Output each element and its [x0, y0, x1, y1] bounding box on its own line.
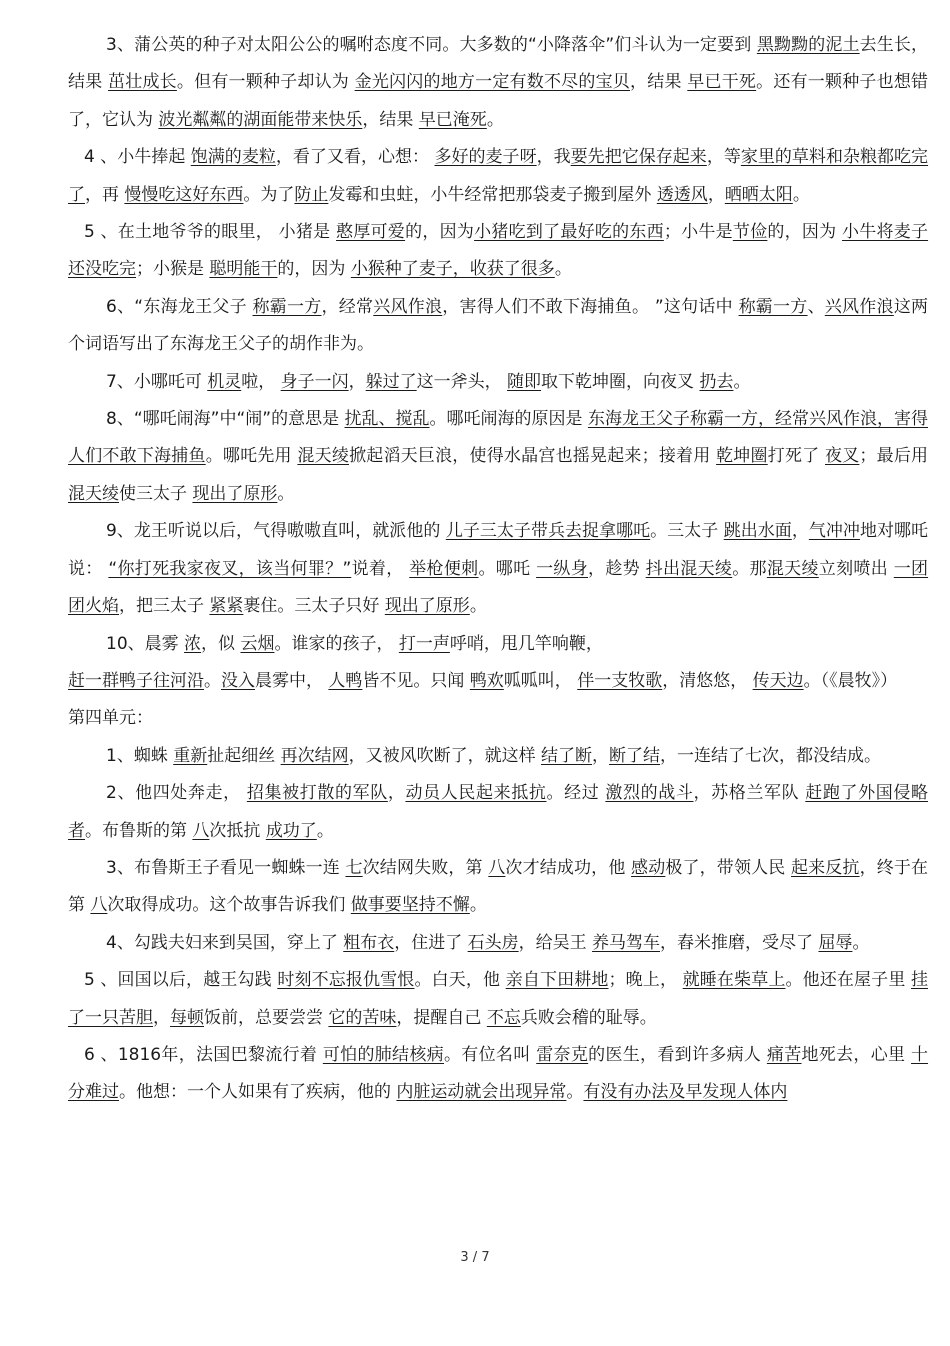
answer-underlined: 早已淹死	[418, 109, 487, 130]
answer-underlined: 随即	[507, 371, 542, 392]
text-segment: 。三太子	[650, 521, 724, 542]
answer-underlined: 传天边	[752, 670, 804, 691]
text-segment: 。有位名叫	[443, 1044, 537, 1065]
text-segment: ，我	[536, 147, 571, 168]
answer-underlined: 节俭	[732, 222, 768, 243]
paragraph	[68, 663, 928, 700]
text-segment: 皆不见。只闻	[362, 670, 470, 691]
text-segment: ，趁势	[588, 558, 646, 579]
answer-underlined: 招集被打散的军队	[246, 783, 388, 804]
answer-underlined: 小牛将麦子还没吃完	[68, 222, 929, 280]
answer-underlined: 机灵	[207, 371, 242, 392]
section-heading	[68, 700, 928, 737]
text-segment: 极了，带领人民	[665, 857, 791, 878]
text-segment: 。为了	[243, 184, 295, 205]
answer-underlined: 八	[488, 857, 506, 878]
text-segment: ，住进了	[394, 932, 468, 953]
text-segment: 发霉和虫蛀，小牛经常把那袋麦子搬到屋外	[328, 184, 657, 205]
text-segment: 。	[204, 670, 221, 691]
paragraph	[68, 401, 928, 513]
text-segment: 。他想：一个人如果有了疾病，他的	[119, 1082, 397, 1103]
paragraph	[68, 775, 928, 850]
answer-underlined: 没入	[221, 670, 255, 691]
answer-underlined: 内脏运动就会出现异常	[396, 1082, 567, 1103]
paragraph	[68, 925, 928, 962]
text-segment: 取下乾坤圈，向夜叉	[541, 371, 700, 392]
text-segment: 5 、在土地爷爷的眼里， 小猪是	[84, 222, 337, 243]
paragraph	[68, 738, 928, 775]
answer-underlined: 十分难过	[68, 1044, 929, 1103]
answer-underlined: 它的苦味	[328, 1007, 397, 1028]
text-segment: 。谁家的孩子，	[274, 633, 399, 654]
text-segment: 的，因为	[767, 222, 843, 243]
text-segment: ，又被风吹断了，就这样	[348, 745, 542, 766]
answer-underlined: 断了结	[609, 745, 661, 766]
text-segment: 使三太子	[119, 483, 193, 504]
answer-underlined: 聪明能干	[209, 259, 278, 280]
text-segment: 的，因为	[277, 259, 351, 280]
text-segment: ，终于在第	[68, 857, 929, 916]
answer-underlined: 要先把它保存起来	[570, 147, 707, 168]
answer-underlined: 兴风作浪	[373, 296, 443, 317]
answer-underlined: 动员人民起来抵抗	[405, 783, 547, 804]
answer-underlined: 做事要坚持不懈	[350, 895, 470, 916]
text-segment: 第四单元：	[68, 708, 153, 729]
text-segment: 。	[277, 483, 295, 504]
answer-underlined: 亲自下田耕地	[505, 970, 609, 991]
answer-underlined: 赶跑了外国侵略者	[68, 783, 929, 841]
answer-underlined: 跳出水面	[723, 521, 792, 542]
text-segment: 说着，	[351, 558, 410, 579]
text-segment: ；晚上，	[608, 970, 683, 991]
text-segment: 。	[469, 596, 487, 617]
text-segment: ，再	[85, 184, 125, 205]
answer-underlined: 七	[345, 857, 363, 878]
paragraph	[68, 513, 928, 625]
text-segment: ；小牛是	[663, 222, 733, 243]
text-segment: 的，因为	[405, 222, 475, 243]
answer-underlined: 人鸭	[328, 670, 363, 691]
text-segment: ，	[348, 371, 366, 392]
answer-underlined: 现出了原形	[384, 596, 470, 617]
text-segment: 。还有一颗种子也想错了，它认为	[68, 72, 929, 130]
answer-underlined: 重新	[173, 745, 208, 766]
answer-underlined: 透透风	[656, 184, 708, 205]
text-segment: ，	[791, 521, 809, 542]
answer-underlined: 雷奈克	[536, 1044, 589, 1065]
text-segment: ，结果	[362, 109, 419, 130]
text-segment: ，给吴王	[518, 932, 593, 953]
answer-underlined: 早已干死	[687, 72, 757, 93]
text-segment: 。他还在屋子里	[785, 970, 912, 991]
text-segment: 晨雾中，	[255, 670, 329, 691]
answer-underlined: 东海龙王父子称霸一方，经常兴风作浪，害得人们不敢下海捕鱼	[68, 409, 929, 467]
answer-underlined: 多好的麦子呀	[434, 147, 537, 168]
text-segment: ，苏格兰军队	[693, 783, 806, 804]
answer-underlined: 黑黝黝的泥土	[756, 35, 860, 55]
text-segment: ，似	[201, 633, 241, 654]
answer-underlined: 称霸一方	[252, 296, 322, 317]
text-segment: 打死了	[767, 446, 825, 467]
answer-underlined: 八	[192, 820, 210, 841]
text-segment: 。那	[732, 558, 767, 579]
text-segment: ，害得人们不敢下海捕鱼。 ”这句话中	[442, 296, 739, 317]
text-segment: 地死去，心里	[801, 1044, 912, 1065]
text-segment: ，看了又看，心想：	[275, 147, 435, 168]
answer-underlined: 扔去	[699, 371, 734, 392]
answer-underlined: 浓	[184, 633, 202, 654]
answer-underlined: 云烟	[240, 633, 275, 654]
answer-underlined: 结了断	[541, 745, 593, 766]
text-segment: 饭前，总要尝尝	[204, 1007, 329, 1028]
text-segment: 啦，	[241, 371, 281, 392]
text-segment: ，提醒自己	[396, 1007, 487, 1028]
text-segment: 这两个词语写出了东海龙王父子的胡作非为。	[68, 296, 929, 355]
text-segment: 1、蜘蛛	[106, 745, 174, 766]
text-segment: 6 、1816年，法国巴黎流行着	[84, 1044, 323, 1065]
text-segment: 裹住。三太子只好	[243, 596, 385, 617]
text-segment: 立刻喷出	[818, 558, 894, 579]
answer-underlined: 一团团火焰	[68, 558, 929, 617]
answer-underlined: 赶一群鸭子往河沿	[68, 670, 204, 691]
answer-underlined: 感动	[631, 857, 666, 878]
text-segment: 。布鲁斯的第	[85, 820, 193, 841]
answer-underlined: “你打死我家夜叉，该当何罪？”	[108, 558, 352, 579]
answer-underlined: 激烈的战斗	[605, 783, 694, 804]
text-segment: 这一斧头，	[416, 371, 508, 392]
text-segment: 。	[316, 820, 334, 841]
text-segment: 4 、小牛捧起	[84, 147, 191, 168]
answer-underlined: 伴一支牧歌	[577, 670, 663, 691]
answer-underlined: 金光闪闪的地方一定有数不尽的宝贝	[354, 72, 631, 93]
answer-underlined: 兴风作浪	[824, 296, 894, 317]
answer-underlined: 小猪吃到了最好吃的东西	[474, 222, 664, 243]
text-segment: 次抵抗	[209, 820, 266, 841]
answer-underlined: 八	[90, 895, 108, 916]
answer-underlined: 现出了原形	[192, 483, 278, 504]
text-segment: 去生长，结果	[68, 35, 929, 93]
text-segment: 。哪吒先用	[205, 446, 298, 467]
text-segment: 。	[486, 109, 504, 130]
text-segment: 9、龙王听说以后，气得嗷嗷直叫，就派他的	[106, 521, 446, 542]
answer-underlined: 一纵身	[536, 558, 589, 579]
paragraph	[68, 289, 928, 364]
text-segment: ；小猴是	[136, 259, 210, 280]
answer-underlined: 称霸一方	[738, 296, 808, 317]
answer-underlined: 起来反抗	[790, 857, 860, 878]
text-segment: 呼哨，甩几竿响鞭，	[449, 633, 603, 654]
answer-underlined: 慢慢吃这好东西	[124, 184, 244, 205]
text-segment: ，把三太子	[119, 596, 210, 617]
paragraph	[68, 962, 928, 1037]
answer-underlined: 混天绫	[766, 558, 819, 579]
text-segment: 。经过	[546, 783, 606, 804]
text-segment: 。	[566, 1082, 584, 1103]
text-segment: ，舂米推磨，受尽了	[660, 932, 819, 953]
answer-underlined: 混天绫	[68, 483, 119, 504]
answer-underlined: 抖出混天绫	[645, 558, 733, 579]
text-segment: ，	[707, 184, 725, 205]
answer-underlined: 屈辱	[818, 932, 853, 953]
answer-underlined: 家里的草料和杂粮都吃完了	[68, 147, 929, 205]
paragraph	[68, 626, 928, 663]
text-segment: ，	[592, 745, 610, 766]
answer-underlined: 儿子三太子带兵去捉拿哪吒	[445, 521, 651, 542]
answer-underlined: 混天绫	[297, 446, 350, 467]
answer-underlined: 茁壮成长	[108, 72, 177, 93]
answer-underlined: 举枪便刺	[409, 558, 479, 579]
answer-underlined: 波光粼粼的湖面能带来快乐	[158, 109, 363, 130]
answer-underlined: 打一声	[398, 633, 450, 654]
answer-underlined: 成功了	[265, 820, 317, 841]
text-segment: 3、蒲公英的种子对太阳公公的嘱咐态度不同。大多数的“小降落伞”们斗认为一定要到	[106, 35, 757, 55]
answer-underlined: 再次结网	[280, 745, 349, 766]
page-number: 3 / 7	[460, 1250, 490, 1265]
answer-underlined: 乾坤圈	[716, 446, 768, 467]
answer-underlined: 粗布衣	[343, 932, 395, 953]
answer-underlined: 养马驾车	[592, 932, 661, 953]
text-segment: 4、勾践夫妇来到吴国，穿上了	[106, 932, 344, 953]
paragraph	[68, 364, 928, 401]
answer-underlined: 夜叉	[824, 446, 860, 467]
answer-underlined: 小猴种了麦子，收获了很多	[350, 259, 555, 280]
text-segment: 。	[792, 184, 810, 205]
text-segment: 7、小哪吒可	[106, 371, 208, 392]
answer-underlined: 每顿	[170, 1007, 204, 1028]
answer-underlined: 鸭欢	[469, 670, 504, 691]
answer-underlined: 挂了一只苦胆	[68, 970, 929, 1028]
text-segment: ，结果	[630, 72, 688, 93]
answer-underlined: 不忘	[486, 1007, 521, 1028]
text-segment: ，一连结了七次，都没结成。	[660, 745, 882, 766]
text-segment: 次结网失败，第	[362, 857, 489, 878]
text-segment: 。	[469, 895, 487, 916]
text-segment: ，	[387, 783, 406, 804]
text-segment: 次才结成功，他	[505, 857, 632, 878]
answer-underlined: 就睡在柴草上	[682, 970, 786, 991]
text-segment: 3、布鲁斯王子看见一蜘蛛一连	[106, 857, 346, 878]
answer-underlined: 气冲冲	[808, 521, 860, 542]
text-segment: ，清悠悠，	[662, 670, 753, 691]
answer-underlined: 防止	[294, 184, 329, 205]
text-segment: 。（《晨牧》）	[803, 670, 898, 691]
text-segment: ；最后用	[859, 446, 929, 467]
answer-underlined: 憨厚可爱	[336, 222, 406, 243]
text-segment: 。白天，他	[414, 970, 506, 991]
text-segment: 10、晨雾	[106, 633, 185, 654]
text-segment: 。	[733, 371, 751, 392]
paragraph	[68, 1037, 928, 1112]
answer-underlined: 扰乱、搅乱	[344, 409, 430, 430]
answer-underlined: 躲过了	[365, 371, 417, 392]
text-segment: 5 、回国以后，越王勾践	[84, 970, 278, 991]
text-segment: 。哪吒闹海的原因是	[429, 409, 588, 430]
text-segment: ，经常	[321, 296, 374, 317]
answer-underlined: 可怕的肺结核病	[322, 1044, 444, 1065]
paragraph	[68, 139, 928, 214]
text-segment: 6、“东海龙王父子	[106, 296, 253, 317]
paragraph	[68, 850, 928, 925]
text-segment: 地对哪吒说：	[68, 521, 929, 579]
text-segment: 扯起细丝	[207, 745, 281, 766]
text-segment: 。	[852, 932, 870, 953]
answer-underlined: 饱满的麦粒	[190, 147, 276, 168]
answer-underlined: 痛苦	[766, 1044, 802, 1065]
text-segment: 掀起滔天巨浪，使得水晶宫也摇晃起来；接着用	[349, 446, 717, 467]
document-body	[68, 27, 928, 1112]
text-segment: 。哪吒	[478, 558, 537, 579]
text-segment: 的医生，看到许多病人	[588, 1044, 767, 1065]
answer-underlined: 石头房	[467, 932, 519, 953]
text-segment: 。但有一颗种子却认为	[176, 72, 355, 93]
answer-underlined: 有没有办法及早发现人体内	[583, 1082, 788, 1103]
text-segment: 、	[807, 296, 825, 317]
answer-underlined: 晒晒太阳	[724, 184, 793, 205]
text-segment: 兵败会稽的耻辱。	[520, 1007, 657, 1028]
answer-underlined: 身子一闪	[280, 371, 349, 392]
text-segment: 次取得成功。这个故事告诉我们	[107, 895, 351, 916]
paragraph	[68, 27, 928, 139]
answer-underlined: 紧紧	[209, 596, 244, 617]
text-segment: ，等	[706, 147, 741, 168]
text-segment: ，	[153, 1007, 170, 1028]
answer-underlined: 时刻不忘报仇雪恨	[277, 970, 415, 991]
text-segment: 呱呱叫，	[503, 670, 578, 691]
text-segment: 。	[554, 259, 572, 280]
paragraph	[68, 214, 928, 289]
text-segment: 8、“哪吒闹海”中“闹”的意思是	[106, 409, 345, 430]
text-segment: 2、他四处奔走，	[106, 783, 247, 804]
